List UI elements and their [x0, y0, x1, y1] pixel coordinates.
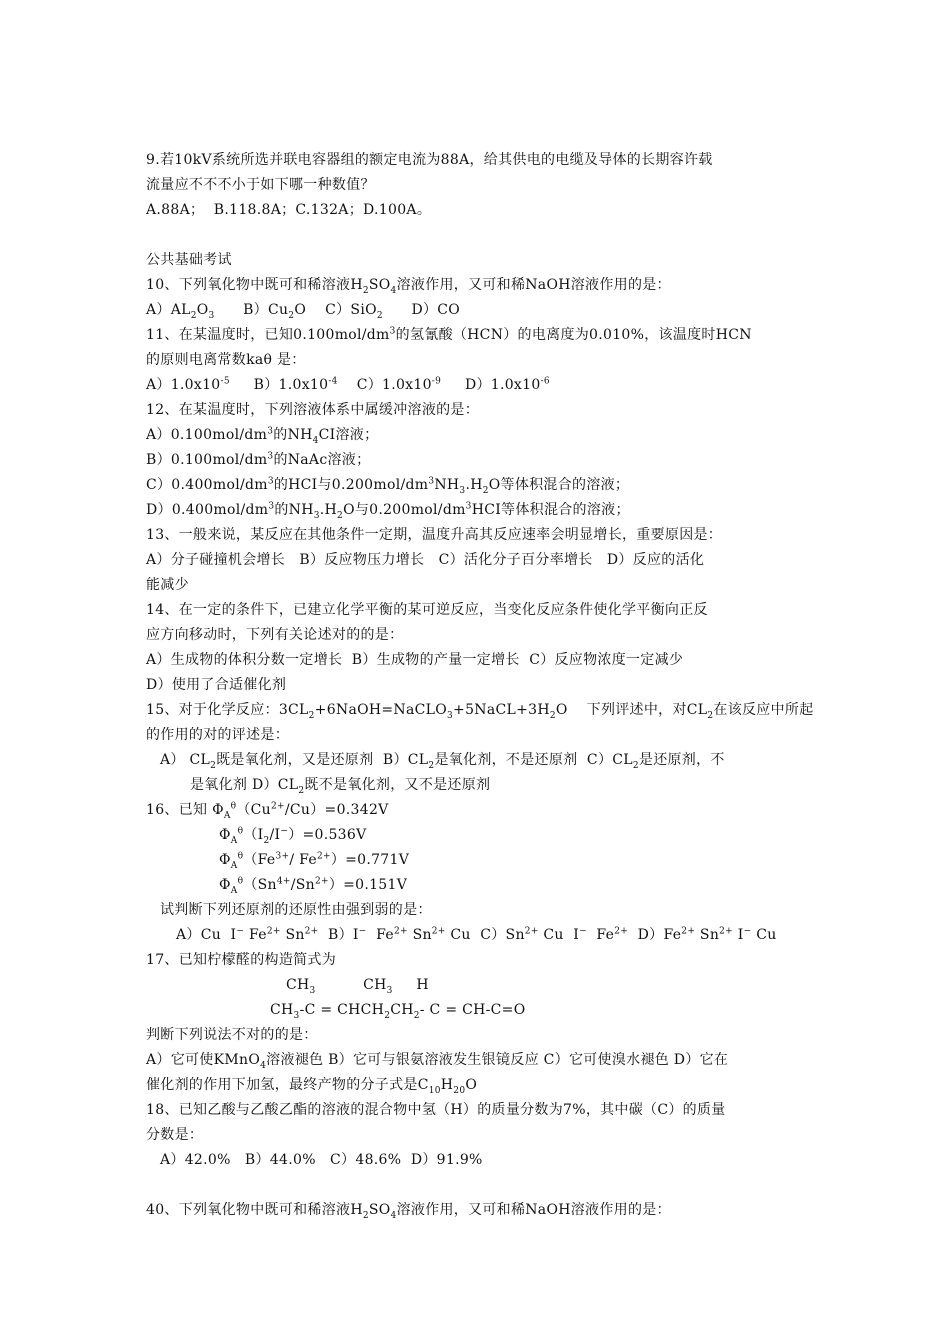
q9-line1: 9.若10kV系统所选并联电容器组的额定电流为88A，给其供电的电缆及导体的长期容许载: [146, 152, 713, 168]
q17-ask: 判断下列说法不对的的是：: [146, 1027, 318, 1043]
q16-eq-iodine: $\Phi_A^\theta(I_2/I^-)=0.536V$: [219, 826, 367, 846]
q17-options-cont: 催化剂的作用下加氢，最终产物的分子式是$C_{10}H_{20}O$: [146, 1077, 478, 1096]
q40-stem: 40、下列氧化物中既可和稀溶液$H_2SO_4$溶液作用，又可和稀NaOH溶液作用的是：: [146, 1202, 671, 1221]
q17-formula-top: $CH_3$ $CH_3$ H: [286, 977, 429, 996]
q13-options: A）分子碰撞机会增长 B）反应物压力增长 C）活化分子百分率增长 D）反应的活化: [146, 552, 705, 568]
q18-line2: 分数是：: [146, 1127, 204, 1143]
q9-line2: 流量应不不不小于如下哪一种数值？: [146, 177, 375, 193]
q15-options-cont: 是氧化剂 $D)CL_2$既不是氧化剂，又不是还原剂: [190, 777, 491, 796]
q10-options: $A)AL_2O_3$ $B)Cu_2O$ C）SiO$_2$ D）CO: [146, 302, 461, 321]
q12-option-d: $D)0.400mol/dm^3$的$NH_3.H_2O$与$0.200mol/dm^3HCI$等体积混合的溶液；: [146, 501, 630, 521]
q13-stem: 13、一般来说，某反应在其他条件一定期，温度升高其反应速率会明显增长，重要原因是：: [146, 527, 723, 543]
section-title: 公共基础考试: [146, 252, 232, 268]
q18-line1: 18、已知乙酸与乙酸乙酯的溶液的混合物中氢（H）的质量分数为7%，其中碳（C）的质量: [146, 1102, 726, 1118]
q17-options: A）它可使KMnO$_4$溶液褪色 B）它可与银氨溶液发生银镜反应 C）它可使溴水褪色 D）它在: [146, 1052, 729, 1071]
q18-options: A）42.0% B）44.0% C）48.6% D）91.9%: [160, 1152, 483, 1168]
q11-line1: 11、在某温度时，已知$0.100mol/dm^3$的氢氰酸（HCN）的电离度为0.010%，该温度时HCN: [146, 326, 752, 343]
q15-options: A） $CL_2$既是氧化剂，又是还原剂 $B)CL_2$是氧化剂，不是还原剂 $C)CL_2$是还原剂，不: [160, 752, 725, 771]
q16-question: 试判断下列还原剂的还原性由强到弱的是：: [160, 902, 432, 918]
q15-line1: 15、对于化学反应：$3CL_2+6NaOH=NaCLO_3+5NaCL+3H_2O$ 下列评述中，对$CL_2$在该反应中所起: [146, 702, 814, 721]
q14-line1: 14、在一定的条件下，已建立化学平衡的某可逆反应，当变化反应条件使化学平衡向正反: [146, 602, 708, 618]
q12-option-a: $A)0.100mol/dm^3$的$NH_4CI$溶液；: [146, 426, 379, 446]
q16-eq-tin: $\Phi_A^\theta(Sn^{4+}/Sn^{2+})=0.151V$: [219, 876, 408, 896]
q16-options: A）Cu I− $Fe^{2+}$ $Sn^{2+}$ B）I− $Fe^{2+}$ $Sn^{2+}$ Cu $C)Sn^{2+}$ Cu I− $Fe^{2+}$ $D)Fe^{2+}$ $Sn^{2+}$ I− Cu: [176, 926, 777, 943]
q16-intro: 16、已知 $\Phi_A^\theta(Cu^{2+}/Cu)=0.342V$: [146, 801, 389, 821]
q9-options: A.88A； B.118.8A；C.132A；D.100A。: [146, 202, 432, 218]
q10-stem: 10、下列氧化物中既可和稀溶液$H_2SO_4$溶液作用，又可和稀NaOH溶液作用的是：: [146, 277, 671, 296]
q13-options-cont: 能减少: [146, 577, 189, 593]
q12-option-c: $C)0.400mol/dm^3$的HCI与$0.200mol/dm^3NH_3.H_2O$等体积混合的溶液；: [146, 476, 630, 496]
q12-stem: 12、在某温度时，下列溶液体系中属缓冲溶液的是：: [146, 402, 480, 418]
q17-stem: 17、已知柠檬醛的构造简式为: [146, 952, 337, 968]
q14-options: A）生成物的体积分数一定增长 B）生成物的产量一定增长 C）反应物浓度一定减少: [146, 652, 684, 668]
q15-line2: 的作用的对的评述是：: [146, 727, 289, 743]
q11-options: $A)1.0x10^{-5}$ $B)1.0x10^{-4}$ $C)1.0x10^{-9}$ $D)1.0x10^{-6}$: [146, 376, 550, 393]
q17-formula-main: $CH_3-C$ = $CHCH_2CH_2-$ C = CH-C=O: [270, 1002, 526, 1021]
q12-option-b: $B)0.100mol/dm^3$的NaAc溶液；: [146, 451, 371, 468]
q11-line2: 的原则电离常数kaθ 是：: [146, 352, 306, 368]
q16-eq-iron: $\Phi_A^\theta(Fe^{3+}/$ $Fe^{2+})=0.771V$: [219, 851, 410, 871]
q14-option-d: D）使用了合适催化剂: [146, 677, 287, 693]
q14-line2: 应方向移动时，下列有关论述对的的是：: [146, 627, 404, 643]
